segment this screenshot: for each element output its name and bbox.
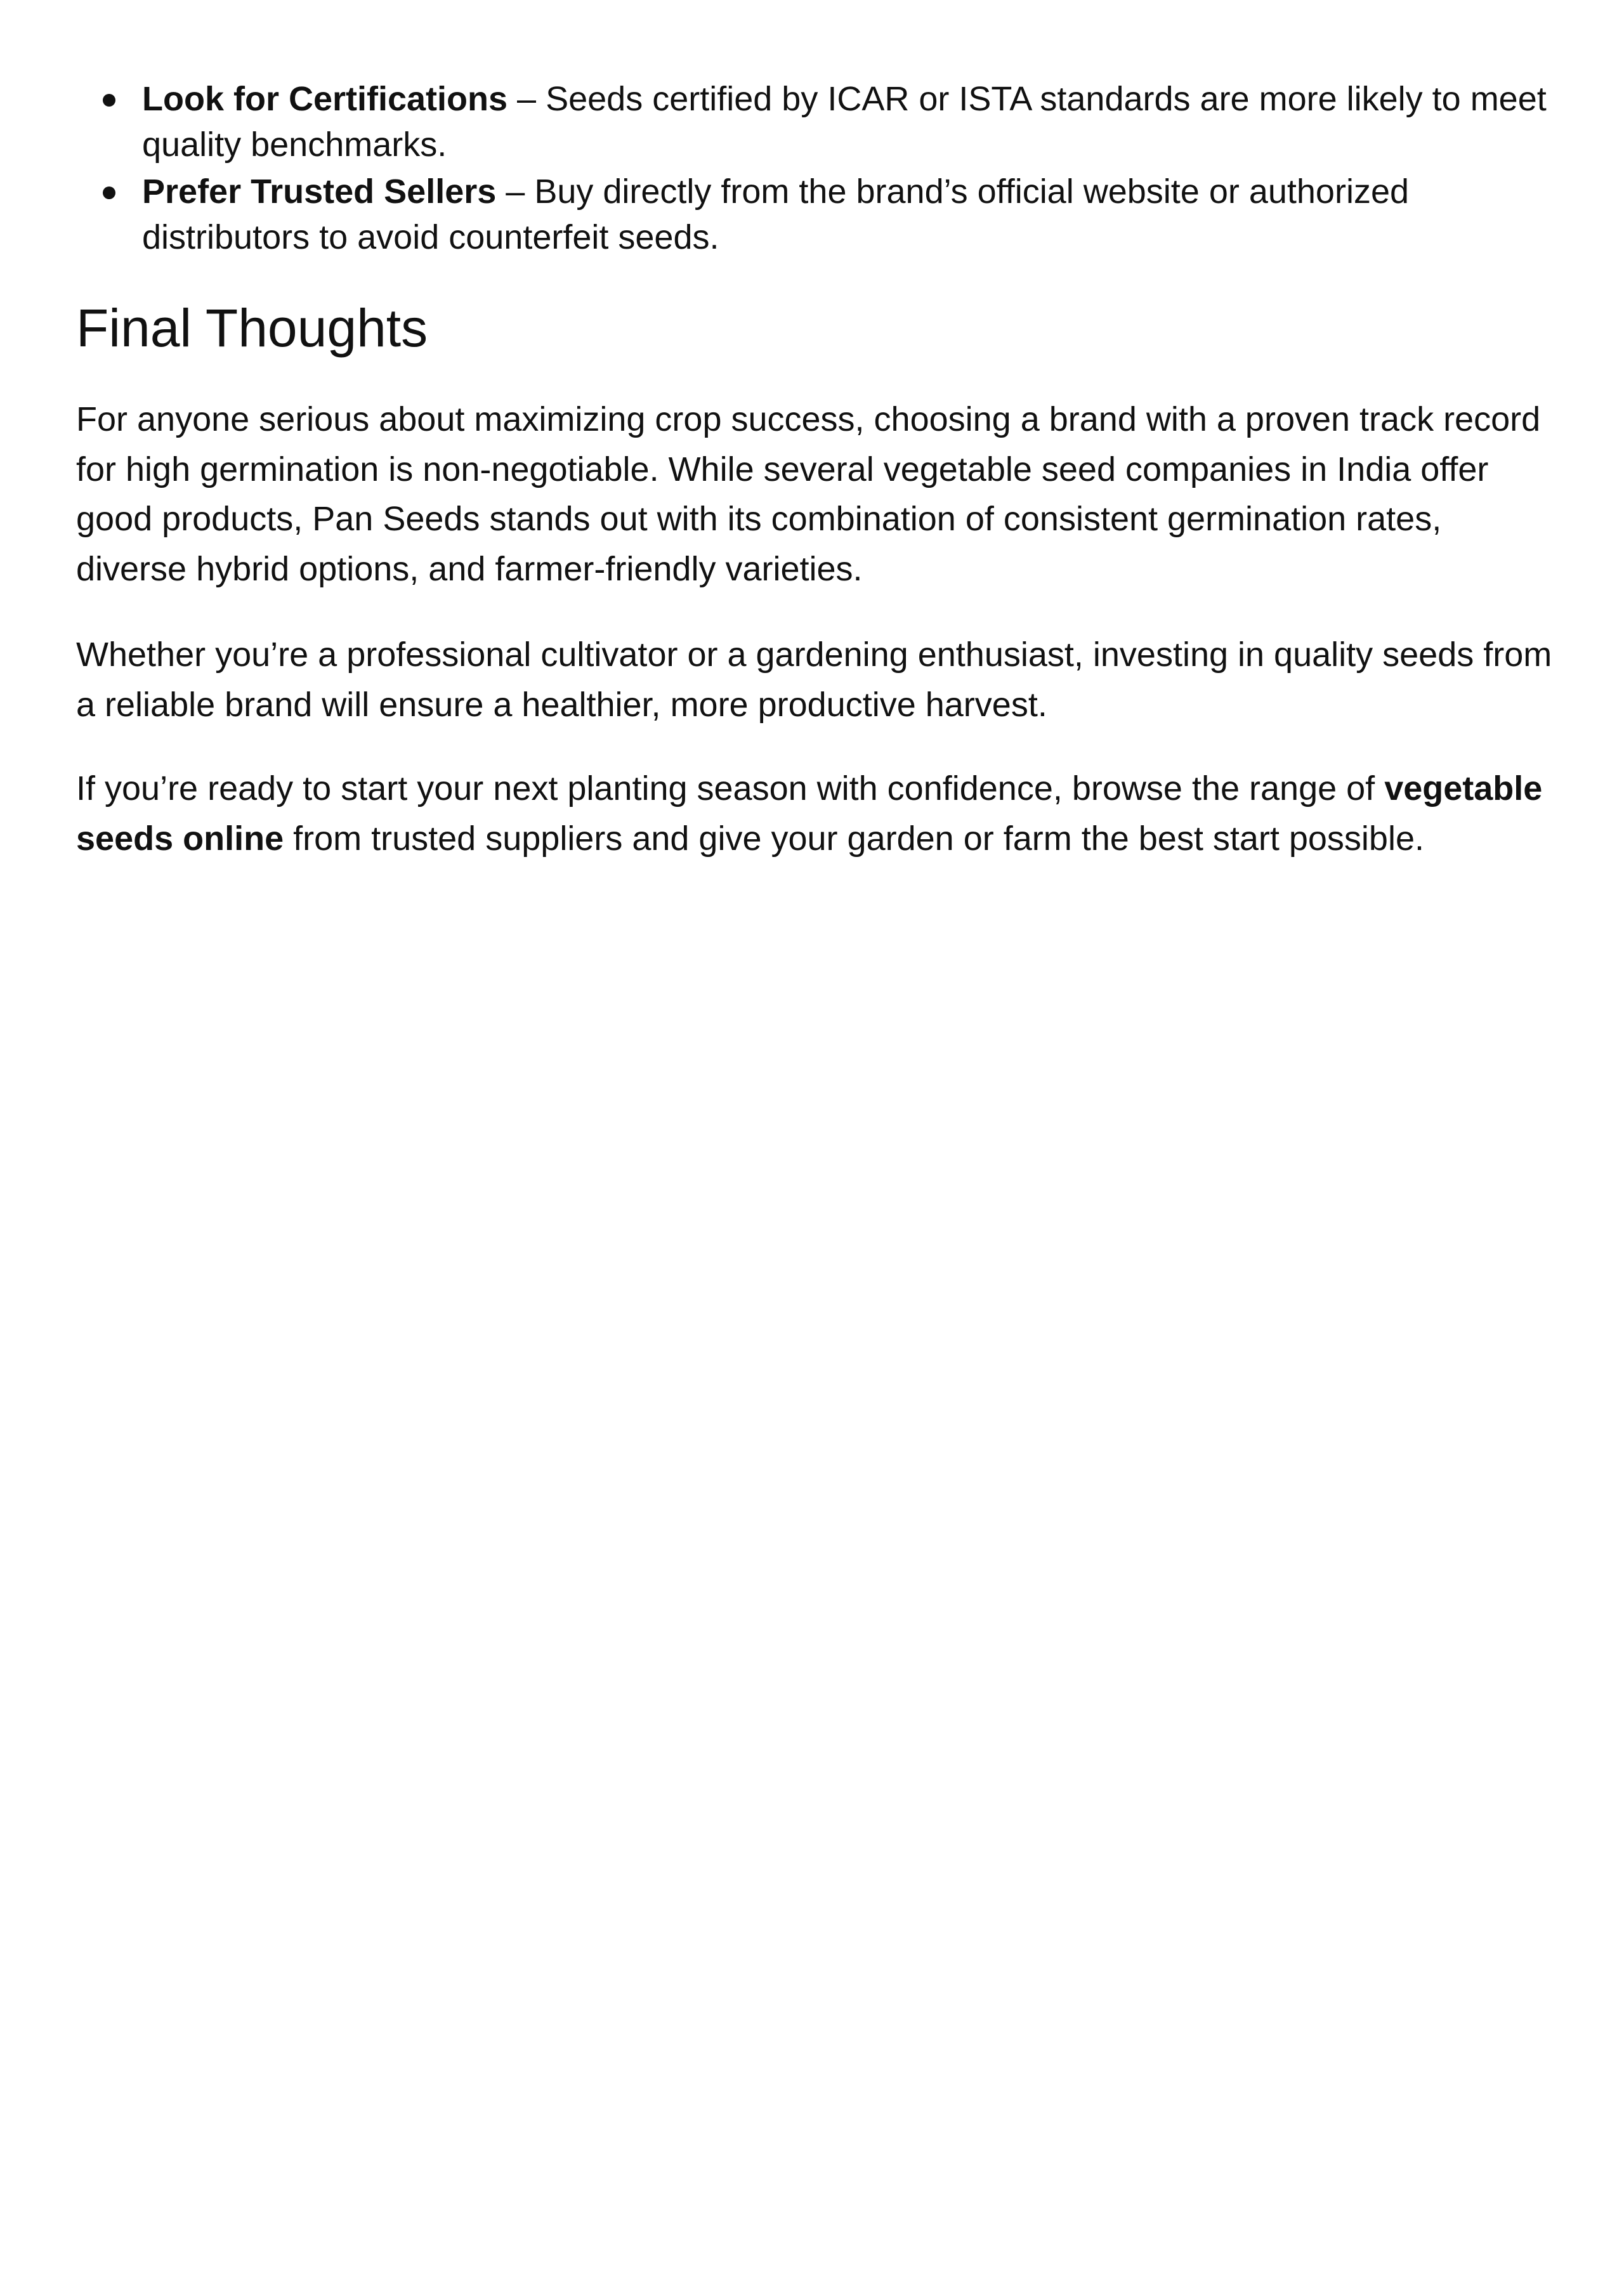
paragraph-text: If you’re ready to start your next planting season with confidence, browse the range of	[76, 769, 1385, 808]
paragraph-quality-seeds: Whether you’re a professional cultivator or a gardening enthusiast, investing in quality seeds from a reliable brand will ensure a healthier, more productive harvest.	[76, 636, 1552, 724]
list-item-text: – Seeds certified by ICAR or ISTA standards are more likely to meet quality benchmarks.	[142, 80, 1547, 164]
section-heading-final-thoughts: Final Thoughts	[76, 298, 428, 358]
paragraph-call-to-action	[76, 764, 1554, 863]
bullet-icon	[103, 186, 115, 199]
paragraph-text: from trusted suppliers and give your garden or farm the best start possible.	[284, 819, 1424, 858]
list-item	[76, 169, 1554, 260]
list-item-title: Prefer Trusted Sellers	[142, 173, 497, 211]
tips-list	[76, 76, 1554, 261]
vegetable-seeds-online-emphasis: vegetable seeds online	[76, 769, 1543, 858]
list-item-text: – Buy directly from the brand’s official website or authorized distributors to avoid counterfeit seeds.	[142, 173, 1410, 256]
list-item-title: Look for Certifications	[142, 80, 508, 118]
bullet-icon	[103, 94, 115, 107]
paragraph-crop-success: For anyone serious about maximizing crop success, choosing a brand with a proven track record for high germination is non-negotiable. While several vegetable seed companies in India offer good products, Pan Seeds stands out with its combination of consistent germination rates, diverse hybrid options, and farmer-friendly varieties.	[76, 400, 1541, 588]
list-item	[76, 76, 1554, 167]
